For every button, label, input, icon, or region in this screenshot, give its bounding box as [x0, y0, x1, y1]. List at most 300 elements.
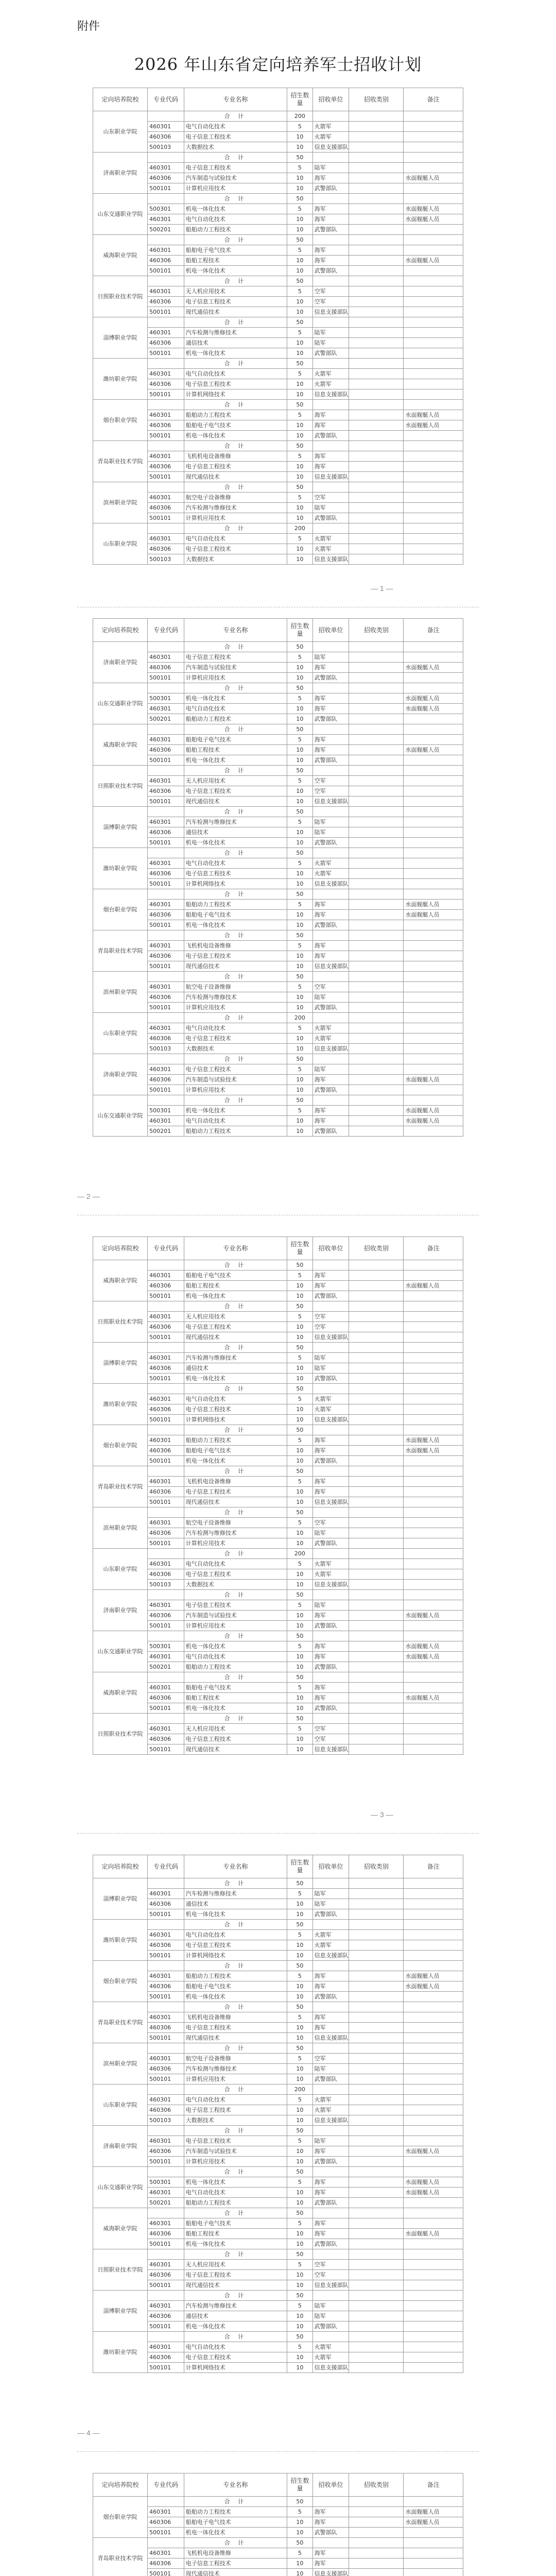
- note: [404, 1951, 463, 1961]
- enroll-type: [349, 1384, 404, 1394]
- major-name: 合 计: [184, 235, 287, 245]
- enroll-unit: 信息支援部队: [312, 879, 349, 889]
- enroll-type: [349, 2342, 404, 2352]
- major-name: 船舶电子电气技术: [184, 910, 287, 920]
- table-row: [93, 2208, 463, 2218]
- major-code: 460306: [148, 2064, 184, 2074]
- major-code: 460306: [148, 2146, 184, 2157]
- table-row: [93, 152, 463, 163]
- enroll-count: 5: [287, 1394, 313, 1404]
- major-code: 500103: [148, 142, 184, 152]
- column-header: 专业名称: [184, 619, 287, 642]
- note: [404, 111, 463, 122]
- note: 水面舰艇人员: [404, 173, 463, 183]
- major-name: 计算机应用技术: [184, 2074, 287, 2084]
- enroll-unit: 海军: [312, 245, 349, 256]
- table-row: [93, 1332, 463, 1343]
- enroll-count: 5: [287, 1312, 313, 1322]
- enroll-unit: [312, 889, 349, 900]
- enroll-count: 10: [287, 1538, 313, 1549]
- table-row: [93, 1126, 463, 1137]
- major-code: 460301: [148, 1559, 184, 1569]
- plan-table: [93, 1855, 463, 2373]
- enroll-count: 10: [287, 745, 313, 755]
- table-row: [93, 982, 463, 992]
- enroll-count: 10: [287, 869, 313, 879]
- enroll-type: [349, 2054, 404, 2064]
- major-code: 500101: [148, 755, 184, 766]
- school-name: 山东交通职业学院: [93, 194, 148, 235]
- table-row: [93, 183, 463, 194]
- enroll-type: [349, 910, 404, 920]
- enroll-type: [349, 1920, 404, 1930]
- enroll-count: 10: [287, 704, 313, 714]
- enroll-type: [349, 889, 404, 900]
- note: 水面舰艇人员: [404, 663, 463, 673]
- major-code: 460301: [148, 1312, 184, 1322]
- enroll-type: [349, 152, 404, 163]
- column-header: 定向培养院校: [93, 1855, 148, 1878]
- enroll-unit: 陆军: [312, 2311, 349, 2321]
- note: [404, 2012, 463, 2023]
- enroll-count: 10: [287, 2528, 313, 2538]
- table-row: [93, 2064, 463, 2074]
- major-code: 460301: [148, 704, 184, 714]
- enroll-type: [349, 142, 404, 152]
- major-name: 船舶工程技术: [184, 1693, 287, 1703]
- enroll-unit: 武警部队: [312, 431, 349, 441]
- school-name: 日照职业技术学院: [93, 766, 148, 807]
- major-name: 电子信息工程技术: [184, 652, 287, 663]
- major-name: 电子信息工程技术: [184, 1404, 287, 1415]
- table-row: [93, 1920, 463, 1930]
- enroll-type: [349, 1064, 404, 1075]
- enroll-count: 50: [287, 1260, 313, 1270]
- enroll-unit: [312, 1301, 349, 1312]
- enroll-count: 10: [287, 214, 313, 225]
- major-code: 500101: [148, 1291, 184, 1301]
- note: 水面舰艇人员: [404, 420, 463, 431]
- column-header: 招生数量: [287, 2473, 313, 2497]
- enroll-unit: 武警部队: [312, 920, 349, 930]
- enroll-type: [349, 1621, 404, 1631]
- enroll-type: [349, 869, 404, 879]
- enroll-unit: 武警部队: [312, 673, 349, 683]
- major-name: 汽车检测与维修技术: [184, 503, 287, 513]
- enroll-unit: [312, 1672, 349, 1683]
- enroll-type: [349, 1374, 404, 1384]
- note: [404, 400, 463, 410]
- major-name: 船舶工程技术: [184, 2229, 287, 2239]
- note: [404, 2084, 463, 2095]
- major-name: 船舶动力工程技术: [184, 1435, 287, 1446]
- column-header: 招收类别: [349, 619, 404, 642]
- enroll-unit: [312, 1549, 349, 1559]
- table-row: [93, 513, 463, 523]
- major-code: 500101: [148, 2321, 184, 2332]
- school-name: 淄博职业学院: [93, 807, 148, 848]
- enroll-type: [349, 2558, 404, 2569]
- enroll-unit: 信息支援部队: [312, 1744, 349, 1755]
- enroll-count: 5: [287, 2012, 313, 2023]
- table-row: [93, 1940, 463, 1951]
- note: [404, 1013, 463, 1023]
- enroll-count: 5: [287, 163, 313, 173]
- enroll-unit: 海军: [312, 2012, 349, 2023]
- table-row: [93, 1507, 463, 1518]
- enroll-type: [349, 673, 404, 683]
- enroll-unit: 海军: [312, 1971, 349, 1981]
- major-name: 航空电子设备维修: [184, 2054, 287, 2064]
- enroll-count: 10: [287, 513, 313, 523]
- major-code: 460306: [148, 420, 184, 431]
- enroll-unit: [312, 2002, 349, 2012]
- enroll-type: [349, 1497, 404, 1507]
- major-code: [148, 1672, 184, 1683]
- enroll-unit: [312, 766, 349, 776]
- enroll-unit: 空军: [312, 1724, 349, 1734]
- major-name: 机电一体化技术: [184, 204, 287, 214]
- note: [404, 972, 463, 982]
- note: [404, 2342, 463, 2352]
- table-row: [93, 1095, 463, 1106]
- enroll-type: [349, 2084, 404, 2095]
- table-row: [93, 1477, 463, 1487]
- table-row: [93, 2321, 463, 2332]
- enroll-unit: 陆军: [312, 503, 349, 513]
- column-header: 备注: [404, 1855, 463, 1878]
- school-name: 威海职业学院: [93, 235, 148, 276]
- table-row: [93, 817, 463, 827]
- enroll-count: 5: [287, 122, 313, 132]
- school-name: 山东职业学院: [93, 111, 148, 152]
- enroll-type: [349, 1878, 404, 1889]
- enroll-count: 10: [287, 961, 313, 972]
- major-code: 460306: [148, 1693, 184, 1703]
- enroll-count: 5: [287, 2507, 313, 2517]
- enroll-type: [349, 389, 404, 400]
- major-code: 500101: [148, 1497, 184, 1507]
- major-code: [148, 482, 184, 493]
- enroll-count: 50: [287, 152, 313, 163]
- enroll-count: 10: [287, 1456, 313, 1466]
- major-code: 500101: [148, 1374, 184, 1384]
- major-code: 500101: [148, 838, 184, 848]
- enroll-unit: 海军: [312, 910, 349, 920]
- enroll-count: 5: [287, 1270, 313, 1281]
- note: [404, 359, 463, 369]
- enroll-type: [349, 317, 404, 328]
- table-row: [93, 776, 463, 786]
- enroll-unit: 海军: [312, 1487, 349, 1497]
- table-row: [93, 2558, 463, 2569]
- column-header: 招收类别: [349, 88, 404, 111]
- note: [404, 389, 463, 400]
- table-row: [93, 1487, 463, 1497]
- enroll-type: [349, 796, 404, 807]
- enroll-unit: 火箭军: [312, 1940, 349, 1951]
- table-row: [93, 1580, 463, 1590]
- major-name: 合 计: [184, 1590, 287, 1600]
- enroll-count: 10: [287, 1909, 313, 1920]
- major-name: 机电一体化技术: [184, 2321, 287, 2332]
- table-row: [93, 858, 463, 869]
- note: [404, 2157, 463, 2167]
- enroll-type: [349, 1662, 404, 1672]
- major-name: 现代通信技术: [184, 307, 287, 317]
- enroll-count: 10: [287, 256, 313, 266]
- major-code: [148, 2332, 184, 2342]
- column-header: 专业代码: [148, 2473, 184, 2497]
- enroll-unit: 武警部队: [312, 1909, 349, 1920]
- enroll-count: 50: [287, 194, 313, 204]
- enroll-count: 50: [287, 2126, 313, 2136]
- note: [404, 2095, 463, 2105]
- major-name: 船舶电子电气技术: [184, 1270, 287, 1281]
- school-name: 滨州职业学院: [93, 2043, 148, 2084]
- major-code: 460301: [148, 2548, 184, 2558]
- enroll-unit: 海军: [312, 2229, 349, 2239]
- major-name: 合 计: [184, 930, 287, 941]
- enroll-count: 50: [287, 2291, 313, 2301]
- enroll-unit: 陆军: [312, 1528, 349, 1538]
- note: [404, 786, 463, 796]
- enroll-unit: 海军: [312, 2177, 349, 2188]
- table-row: [93, 1353, 463, 1363]
- note: [404, 1909, 463, 1920]
- column-header: 招收类别: [349, 1237, 404, 1260]
- major-code: 460301: [148, 776, 184, 786]
- enroll-type: [349, 2115, 404, 2126]
- enroll-type: [349, 544, 404, 554]
- major-code: 500101: [148, 2074, 184, 2084]
- enroll-type: [349, 235, 404, 245]
- enroll-type: [349, 266, 404, 276]
- major-name: 飞机机电设备维修: [184, 1477, 287, 1487]
- note: [404, 1466, 463, 1477]
- enroll-count: 10: [287, 796, 313, 807]
- enroll-type: [349, 359, 404, 369]
- table-row: [93, 992, 463, 1003]
- note: [404, 1961, 463, 1971]
- major-code: 460301: [148, 245, 184, 256]
- school-name: 济南职业学院: [93, 642, 148, 683]
- enroll-count: 5: [287, 2548, 313, 2558]
- enroll-unit: 海军: [312, 420, 349, 431]
- enroll-count: 10: [287, 714, 313, 724]
- table-row: [93, 286, 463, 297]
- major-code: 460301: [148, 2342, 184, 2352]
- table-row: [93, 2342, 463, 2352]
- enroll-unit: 信息支援部队: [312, 2033, 349, 2043]
- note: [404, 1394, 463, 1404]
- major-code: [148, 276, 184, 286]
- school-name: 济南职业学院: [93, 1590, 148, 1631]
- enroll-count: 50: [287, 972, 313, 982]
- table-row: [93, 1878, 463, 1889]
- enroll-type: [349, 1693, 404, 1703]
- enroll-unit: 海军: [312, 1116, 349, 1126]
- table-row: [93, 1003, 463, 1013]
- enroll-unit: 武警部队: [312, 2321, 349, 2332]
- enroll-count: 200: [287, 111, 313, 122]
- major-code: [148, 1920, 184, 1930]
- school-name: 威海职业学院: [93, 1260, 148, 1301]
- major-name: 通信技术: [184, 2311, 287, 2321]
- table-row: [93, 2311, 463, 2321]
- enroll-unit: 海军: [312, 1477, 349, 1487]
- note: [404, 724, 463, 735]
- major-name: 电子信息工程技术: [184, 297, 287, 307]
- enroll-count: 10: [287, 1415, 313, 1425]
- enroll-type: [349, 1332, 404, 1343]
- major-name: 电子信息工程技术: [184, 1600, 287, 1611]
- major-name: 现代通信技术: [184, 1497, 287, 1507]
- enroll-count: 10: [287, 348, 313, 359]
- enroll-unit: 武警部队: [312, 2528, 349, 2538]
- table-row: [93, 1683, 463, 1693]
- enroll-unit: 信息支援部队: [312, 554, 349, 565]
- enroll-count: 200: [287, 1549, 313, 1559]
- major-code: 460306: [148, 2023, 184, 2033]
- major-code: [148, 2167, 184, 2177]
- table-row: [93, 796, 463, 807]
- table-row: [93, 1703, 463, 1714]
- enroll-count: 10: [287, 1322, 313, 1332]
- enroll-type: [349, 766, 404, 776]
- major-code: 460301: [148, 122, 184, 132]
- enroll-count: 5: [287, 1724, 313, 1734]
- enroll-count: 10: [287, 1940, 313, 1951]
- enroll-type: [349, 1466, 404, 1477]
- major-name: 船舶工程技术: [184, 1281, 287, 1291]
- major-code: 500101: [148, 2157, 184, 2167]
- major-name: 合 计: [184, 1054, 287, 1064]
- enroll-count: 10: [287, 1981, 313, 1992]
- note: [404, 838, 463, 848]
- enroll-type: [349, 1992, 404, 2002]
- table-row: [93, 1322, 463, 1332]
- enroll-type: [349, 1363, 404, 1374]
- note: [404, 2321, 463, 2332]
- major-code: 460301: [148, 163, 184, 173]
- major-code: [148, 111, 184, 122]
- table-row: [93, 2105, 463, 2115]
- note: [404, 379, 463, 389]
- table-row: [93, 807, 463, 817]
- enroll-type: [349, 256, 404, 266]
- major-code: 460301: [148, 214, 184, 225]
- table-row: [93, 1611, 463, 1621]
- major-name: 电子信息工程技术: [184, 951, 287, 961]
- table-row: [93, 900, 463, 910]
- enroll-type: [349, 173, 404, 183]
- major-code: 460301: [148, 493, 184, 503]
- note: [404, 1095, 463, 1106]
- table-row: [93, 2023, 463, 2033]
- enroll-unit: 信息支援部队: [312, 961, 349, 972]
- major-code: 460306: [148, 745, 184, 755]
- school-name: 山东交通职业学院: [93, 2167, 148, 2208]
- table-row: [93, 214, 463, 225]
- enroll-count: 50: [287, 642, 313, 652]
- enroll-count: 5: [287, 776, 313, 786]
- major-name: 电子信息工程技术: [184, 1064, 287, 1075]
- enroll-type: [349, 462, 404, 472]
- major-name: 计算机网络技术: [184, 389, 287, 400]
- enroll-type: [349, 1260, 404, 1270]
- enroll-count: 10: [287, 554, 313, 565]
- major-name: 机电一体化技术: [184, 1703, 287, 1714]
- note: 水面舰艇人员: [404, 256, 463, 266]
- note: 水面舰艇人员: [404, 2507, 463, 2517]
- school-name: 山东职业学院: [93, 2084, 148, 2126]
- major-code: [148, 1466, 184, 1477]
- major-code: [148, 766, 184, 776]
- table-row: [93, 1343, 463, 1353]
- enroll-count: 50: [287, 1631, 313, 1641]
- enroll-unit: 海军: [312, 2218, 349, 2229]
- note: [404, 1425, 463, 1435]
- enroll-count: 5: [287, 534, 313, 544]
- enroll-count: 5: [287, 2301, 313, 2311]
- school-name: 青岛职业技术学院: [93, 1466, 148, 1507]
- school-name: 潍坊职业学院: [93, 1384, 148, 1425]
- table-row: [93, 523, 463, 534]
- note: [404, 1301, 463, 1312]
- enroll-count: 5: [287, 735, 313, 745]
- major-code: 460301: [148, 328, 184, 338]
- enroll-type: [349, 1703, 404, 1714]
- note: [404, 2105, 463, 2115]
- major-code: 460306: [148, 1528, 184, 1538]
- table-row: [93, 225, 463, 235]
- enroll-type: [349, 1961, 404, 1971]
- enroll-count: 10: [287, 1662, 313, 1672]
- enroll-count: 10: [287, 1033, 313, 1044]
- note: [404, 2136, 463, 2146]
- table-row: [93, 1899, 463, 1909]
- enroll-type: [349, 2363, 404, 2373]
- major-name: 计算机应用技术: [184, 673, 287, 683]
- enroll-unit: 武警部队: [312, 1456, 349, 1466]
- note: [404, 2291, 463, 2301]
- column-header: 招收单位: [312, 1237, 349, 1260]
- note: 水面舰艇人员: [404, 1981, 463, 1992]
- enroll-count: 10: [287, 1281, 313, 1291]
- enroll-unit: 武警部队: [312, 1003, 349, 1013]
- enroll-count: 10: [287, 1951, 313, 1961]
- table-row: [93, 755, 463, 766]
- table-row: [93, 173, 463, 183]
- enroll-type: [349, 827, 404, 838]
- enroll-unit: 火箭军: [312, 869, 349, 879]
- major-code: [148, 2291, 184, 2301]
- school-name: 山东职业学院: [93, 1549, 148, 1590]
- major-name: 合 计: [184, 889, 287, 900]
- enroll-count: 10: [287, 1126, 313, 1137]
- enroll-count: 5: [287, 328, 313, 338]
- school-name: 淄博职业学院: [93, 2291, 148, 2332]
- major-code: 500201: [148, 1662, 184, 1672]
- note: [404, 2167, 463, 2177]
- table-row: [93, 2280, 463, 2291]
- major-code: [148, 317, 184, 328]
- enroll-count: 5: [287, 2342, 313, 2352]
- table-row: [93, 431, 463, 441]
- enroll-unit: 武警部队: [312, 225, 349, 235]
- column-header: 招收单位: [312, 619, 349, 642]
